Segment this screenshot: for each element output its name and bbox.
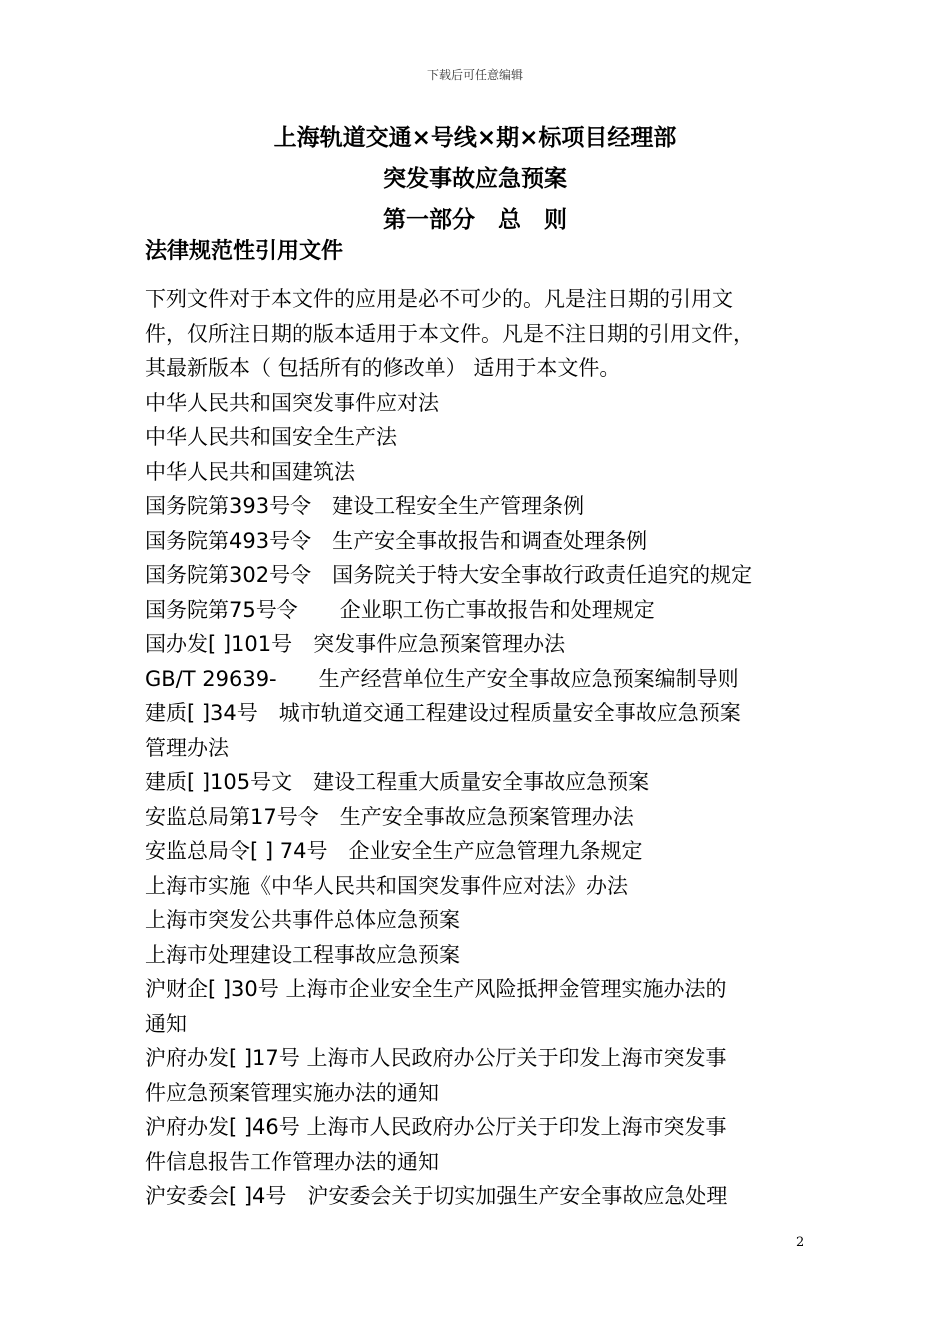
- title-block: [0, 118, 950, 241]
- reference-line: 中华人民共和国突发事件应对法: [145, 390, 439, 415]
- reference-line: 国务院第493号令 生产安全事故报告和调查处理条例: [145, 528, 648, 553]
- reference-line: 通知: [145, 1011, 187, 1036]
- reference-line: 国办发[ ]101号 突发事件应急预案管理办法: [145, 632, 566, 656]
- reference-line: 上海市处理建设工程事故应急预案: [145, 942, 460, 967]
- reference-line: 上海市实施《中华人民共和国突发事件应对法》办法: [145, 873, 628, 898]
- reference-line: 沪府办发[ ]46号 上海市人民政府办公厅关于印发上海市突发事: [145, 1115, 727, 1139]
- document-subtitle: 突发事故应急预案: [383, 166, 567, 192]
- reference-line: 沪财企[ ]30号 上海市企业安全生产风险抵押金管理实施办法的: [145, 977, 727, 1001]
- reference-line: GB/T 29639- 生产经营单位生产安全事故应急预案编制导则: [145, 666, 739, 691]
- reference-line: 国务院第393号令 建设工程安全生产管理条例: [145, 494, 585, 518]
- reference-line: 沪安委会[ ]4号 沪安委会关于切实加强生产安全事故应急处理: [145, 1184, 728, 1208]
- reference-line: 中华人民共和国安全生产法: [145, 425, 397, 449]
- page-number: 2: [796, 1235, 805, 1250]
- header-note: 下载后可任意编辑: [426, 68, 523, 82]
- reference-line: 件信息报告工作管理办法的通知: [145, 1149, 439, 1174]
- reference-line: 建质[ ]34号 城市轨道交通工程建设过程质量安全事故应急预案: [145, 701, 741, 725]
- reference-line: 件应急预案管理实施办法的通知: [145, 1080, 439, 1105]
- reference-line: 上海市突发公共事件总体应急预案: [145, 908, 460, 932]
- reference-line: 安监总局第17号令 生产安全事故应急预案管理办法: [145, 804, 634, 829]
- reference-line: 国务院第302号令 国务院关于特大安全事故行政责任追究的规定: [145, 563, 753, 587]
- reference-line: 建质[ ]105号文 建设工程重大质量安全事故应急预案: [145, 770, 650, 794]
- intro-line: 件，仅所注日期的版本适用于本文件。凡是不注日期的引用文件，: [145, 321, 754, 346]
- document-title: 上海轨道交通×号线×期×标项目经理部: [273, 125, 677, 151]
- reference-line: 管理办法: [145, 735, 229, 760]
- part-title: 第一部分 总 则: [383, 207, 567, 233]
- reference-line: 沪府办发[ ]17号 上海市人民政府办公厅关于印发上海市突发事: [145, 1046, 727, 1070]
- body-text: [145, 282, 805, 1214]
- reference-line: 国务院第75号令 企业职工伤亡事故报告和处理规定: [145, 597, 655, 622]
- section-heading: 法律规范性引用文件: [145, 239, 344, 264]
- reference-line: 安监总局令[ ] 74号 企业安全生产应急管理九条规定: [145, 839, 643, 863]
- intro-line: 其最新版本（ 包括所有的修改单） 适用于本文件。: [145, 356, 621, 380]
- reference-line: 中华人民共和国建筑法: [145, 459, 355, 484]
- intro-line: 下列文件对于本文件的应用是必不可少的。凡是注日期的引用文: [145, 287, 733, 311]
